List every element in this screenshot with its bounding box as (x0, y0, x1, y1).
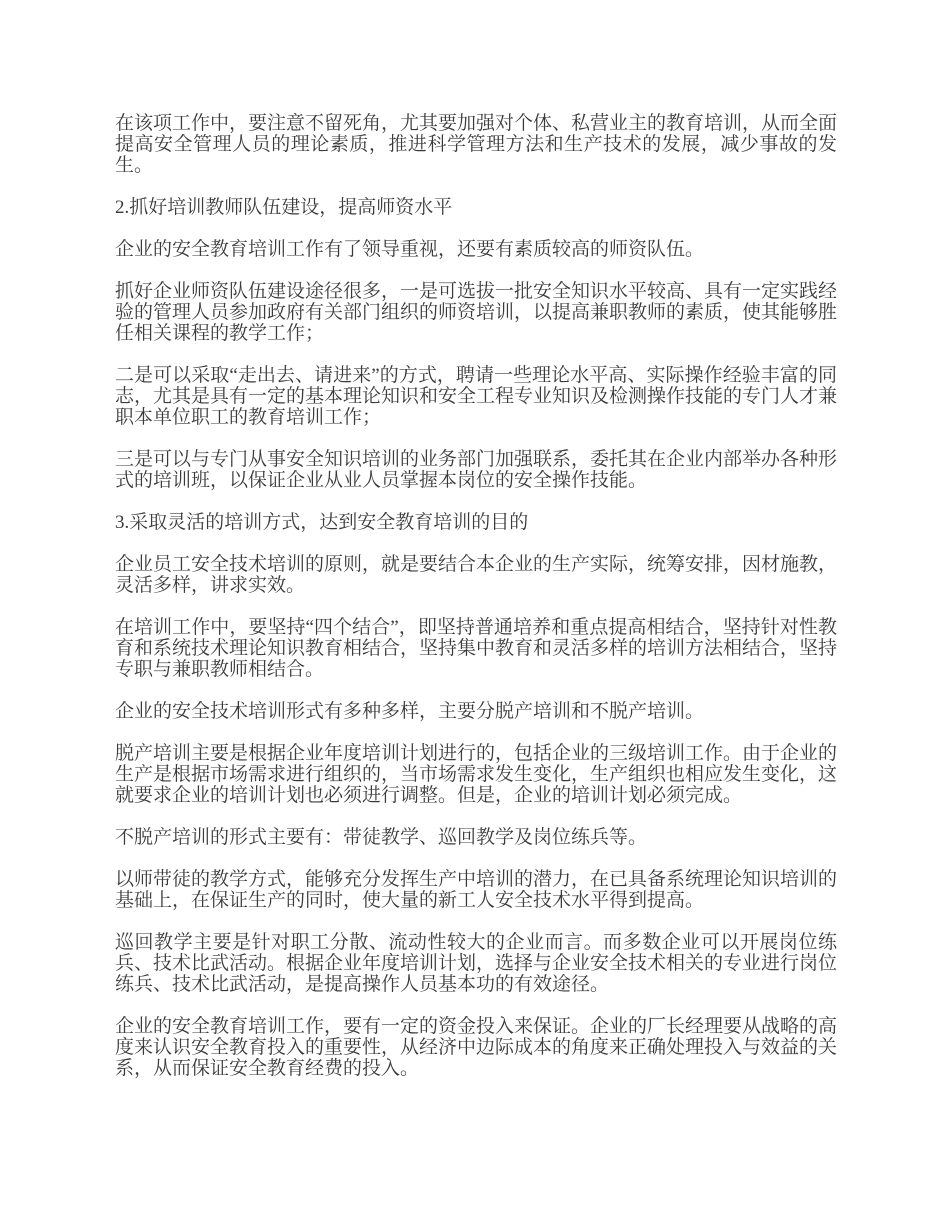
paragraph: 以师带徒的教学方式，能够充分发挥生产中培训的潜力，在已具备系统理论知识培训的基础上，在保证生产的同时，使大量的新工人安全技术水平得到提高。 (115, 869, 838, 911)
paragraph: 企业员工安全技术培训的原则，就是要结合本企业的生产实际，统筹安排，因材施教，灵活多样，讲求实效。 (115, 554, 838, 596)
paragraph: 抓好企业师资队伍建设途径很多，一是可选拔一批安全知识水平较高、具有一定实践经验的管理人员参加政府有关部门组织的师资培训，以提高兼职教师的素质，使其能够胜任相关课程的教学工作； (115, 281, 838, 344)
paragraph: 二是可以采取“走出去、请进来”的方式，聘请一些理论水平高、实际操作经验丰富的同志，尤其是具有一定的基本理论知识和安全工程专业知识及检测操作技能的专门人才兼职本单位职工的教育培训工作； (115, 365, 838, 428)
section-heading-2: 2.抓好培训教师队伍建设，提高师资水平 (115, 197, 453, 218)
paragraph: 企业的安全教育培训工作，要有一定的资金投入来保证。企业的厂长经理要从战略的高度来认识安全教育投入的重要性，从经济中边际成本的角度来正确处理投入与效益的关系，从而保证安全教育经费的投入。 (115, 1016, 838, 1079)
paragraph: 在培训工作中，要坚持“四个结合”，即坚持普通培养和重点提高相结合，坚持针对性教育和系统技术理论知识教育相结合，坚持集中教育和灵活多样的培训方法相结合，坚持专职与兼职教师相结合。 (115, 617, 838, 680)
paragraph: 在该项工作中，要注意不留死角，尤其要加强对个体、私营业主的教育培训，从而全面提高安全管理人员的理论素质，推进科学管理方法和生产技术的发展，减少事故的发生。 (115, 113, 838, 176)
section-heading-3: 3.采取灵活的培训方式，达到安全教育培训的目的 (115, 512, 529, 533)
paragraph: 三是可以与专门从事安全知识培训的业务部门加强联系，委托其在企业内部举办各种形式的培训班，以保证企业从业人员掌握本岗位的安全操作技能。 (115, 449, 838, 491)
paragraph: 企业的安全教育培训工作有了领导重视，还要有素质较高的师资队伍。 (115, 239, 705, 260)
paragraph: 脱产培训主要是根据企业年度培训计划进行的，包括企业的三级培训工作。由于企业的生产是根据市场需求进行组织的，当市场需求发生变化，生产组织也相应发生变化，这就要求企业的培训计划也必须进行调整。但是，企业的培训计划必须完成。 (115, 743, 838, 806)
paragraph: 不脱产培训的形式主要有：带徒教学、巡回教学及岗位练兵等。 (115, 827, 648, 848)
paragraph: 巡回教学主要是针对职工分散、流动性较大的企业而言。而多数企业可以开展岗位练兵、技术比武活动。根据企业年度培训计划，选择与企业安全技术相关的专业进行岗位练兵、技术比武活动，是提高操作人员基本功的有效途径。 (115, 932, 838, 995)
paragraph: 企业的安全技术培训形式有多种多样，主要分脱产培训和不脱产培训。 (115, 701, 705, 722)
